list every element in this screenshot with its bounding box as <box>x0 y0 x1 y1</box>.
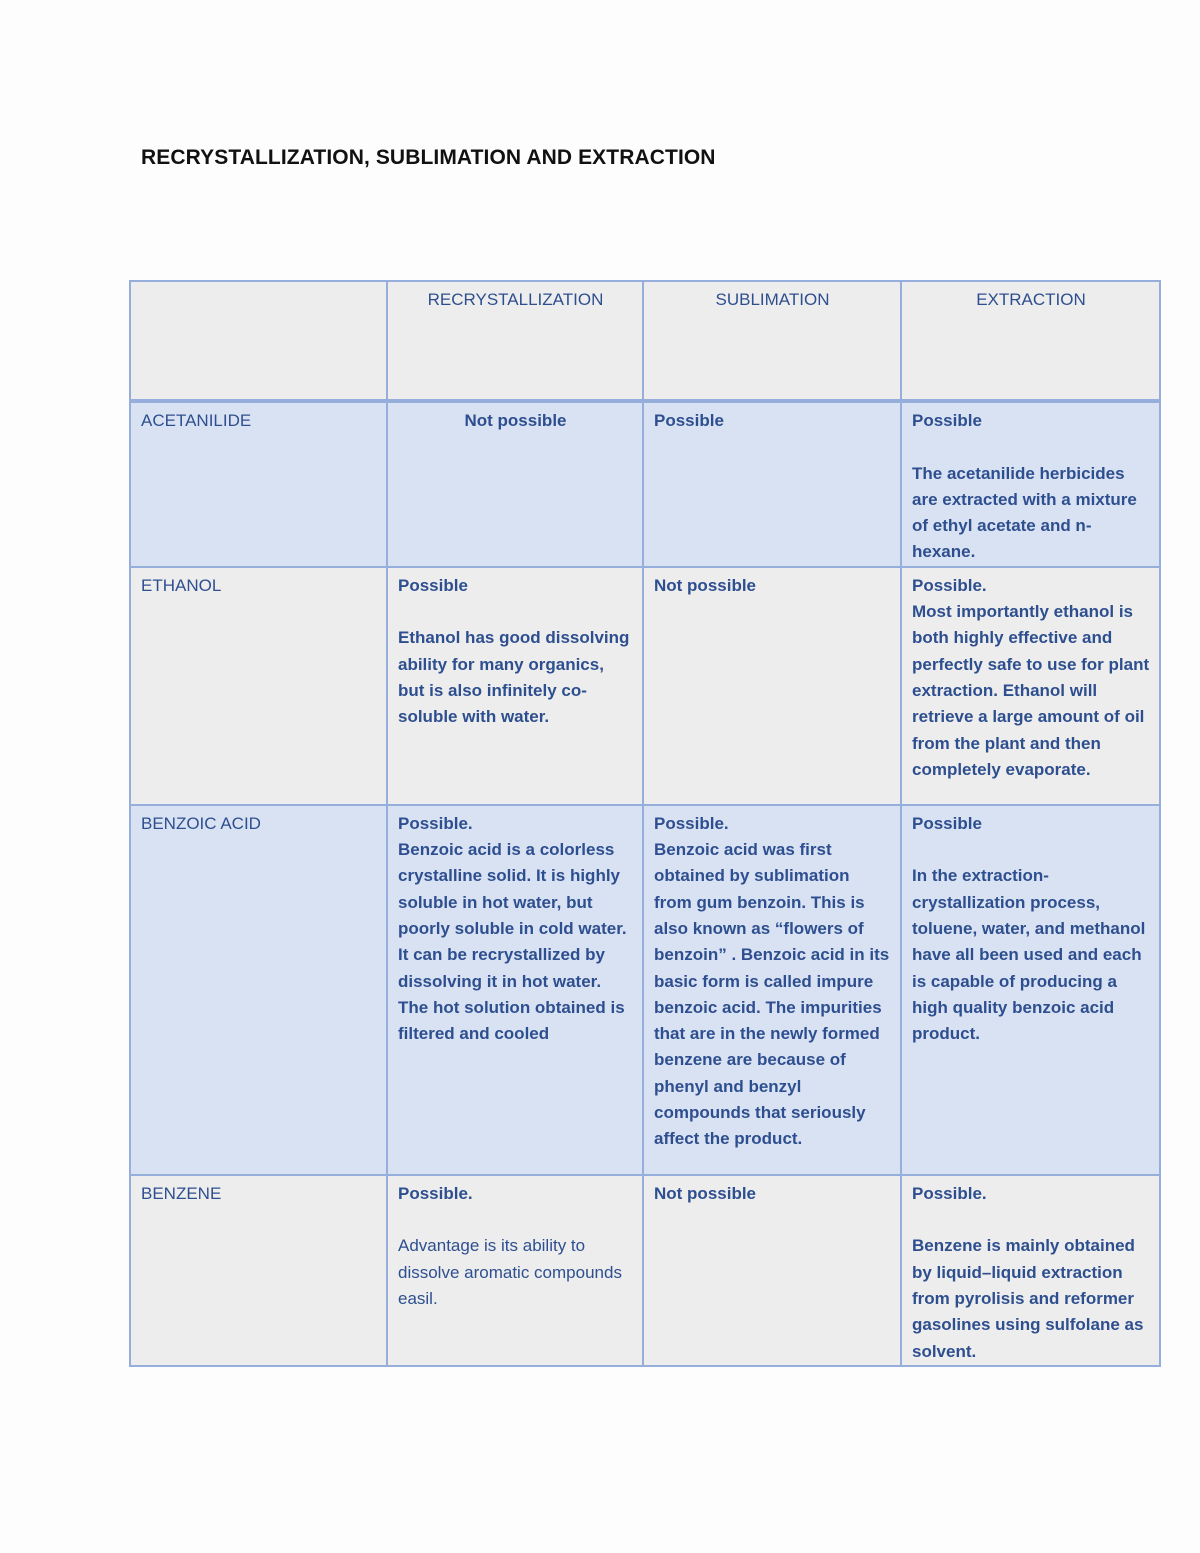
cell-benzene-sublimation <box>643 1175 901 1366</box>
verdict: Possible. <box>912 575 987 595</box>
verdict: Possible <box>912 411 982 430</box>
cell-benzene-recrystallization <box>387 1175 643 1366</box>
table-row <box>130 401 1160 567</box>
cell-benzoic-acid-recrystallization <box>387 805 643 1175</box>
detail: The acetanilide herbicides are extracted with a mixture of ethyl acetate and n-hexane. <box>912 463 1137 562</box>
cell-ethanol-extraction <box>901 567 1160 805</box>
detail: In the extraction-crystallization process, toluene, water, and methanol have all been used and each is capable of producing a high quality benzoic acid product. <box>912 866 1146 1044</box>
cell-acetanilide-recrystallization <box>387 401 643 567</box>
verdict: Possible. <box>654 813 729 833</box>
cell-ethanol-recrystallization <box>387 567 643 805</box>
row-label-acetanilide: ACETANILIDE <box>130 401 387 567</box>
header-sublimation: SUBLIMATION <box>643 281 901 401</box>
verdict: Possible. <box>398 813 473 833</box>
cell-ethanol-sublimation <box>643 567 901 805</box>
verdict: Possible. <box>398 1183 473 1203</box>
row-label-benzene: BENZENE <box>130 1175 387 1366</box>
header-row <box>130 281 1160 401</box>
verdict: Possible. <box>912 1183 987 1203</box>
cell-benzoic-acid-sublimation <box>643 805 901 1175</box>
cell-acetanilide-extraction <box>901 401 1160 567</box>
verdict: Possible <box>398 575 468 595</box>
detail: Benzoic acid was first obtained by sublimation from gum benzoin. This is also known as “flowers of benzoin” . Benzoic acid in its basic form is called impure benzoic acid. The impurities that are in the newly formed benzene are because of phenyl and benzyl compounds that seriously affect the product. <box>654 840 890 1149</box>
row-label-benzoic-acid: BENZOIC ACID <box>130 805 387 1175</box>
header-corner <box>130 281 387 401</box>
verdict: Not possible <box>464 411 567 430</box>
comparison-table <box>129 280 1161 1367</box>
cell-acetanilide-sublimation <box>643 401 901 567</box>
verdict: Not possible <box>654 1183 757 1203</box>
table-row <box>130 1175 1160 1366</box>
header-extraction: EXTRACTION <box>901 281 1160 401</box>
page-title: RECRYSTALLIZATION, SUBLIMATION AND EXTRACTION <box>141 146 716 169</box>
row-label-ethanol: ETHANOL <box>130 567 387 805</box>
detail: Benzoic acid is a colorless crystalline solid. It is highly soluble in hot water, but poorly soluble in cold water. It can be recrystallized by dissolving it in hot water. The hot solution obtained is filtered and cooled <box>398 840 627 1044</box>
header-recrystallization: RECRYSTALLIZATION <box>387 281 643 401</box>
table-row <box>130 805 1160 1175</box>
verdict: Not possible <box>654 575 757 595</box>
detail: Ethanol has good dissolving ability for many organics, but is also infinitely co-soluble with water. <box>398 628 630 727</box>
detail: Most importantly ethanol is both highly effective and perfectly safe to use for plant extraction. Ethanol will retrieve a large amount of oil from the plant and then completely evaporate. <box>912 602 1150 779</box>
verdict: Possible <box>912 813 982 833</box>
detail: Benzene is mainly obtained by liquid–liquid extraction from pyrolisis and reformer gasolines using sulfolane as solvent. <box>912 1236 1144 1361</box>
cell-benzoic-acid-extraction <box>901 805 1160 1175</box>
detail: Advantage is its ability to dissolve aromatic compounds easil. <box>398 1236 622 1308</box>
table-row <box>130 567 1160 805</box>
cell-benzene-extraction <box>901 1175 1160 1366</box>
verdict: Possible <box>654 411 724 430</box>
